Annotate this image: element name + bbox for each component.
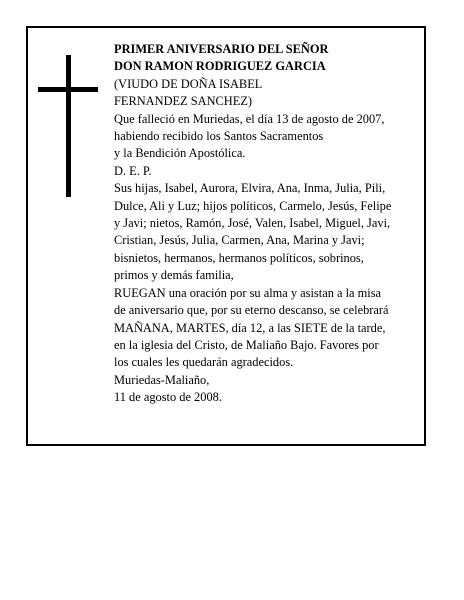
body-line: en la iglesia del Cristo, de Maliaño Bajo. Favores por xyxy=(114,337,379,352)
cross-vertical-bar xyxy=(66,55,71,197)
body-line: y Javi; nietos, Ramón, José, Valen, Isabel, Miguel, Javi, xyxy=(114,216,391,231)
cross-horizontal-bar xyxy=(38,87,98,92)
body-line: habiendo recibido los Santos Sacramentos xyxy=(114,129,324,144)
body-line: de aniversario que, por su eterno descanso, se celebrará xyxy=(114,303,389,318)
heading-line-3: (VIUDO DE DOÑA ISABEL xyxy=(114,76,263,91)
body-line: D. E. P. xyxy=(114,163,152,178)
body-line: RUEGAN una oración por su alma y asistan a la misa xyxy=(114,285,382,300)
obituary-notice xyxy=(26,26,426,446)
body-line: Sus hijas, Isabel, Aurora, Elvira, Ana, Inma, Julia, Pili, xyxy=(114,181,386,196)
heading-line-2: DON RAMON RODRIGUEZ GARCIA xyxy=(114,59,326,74)
body-line: y la Bendición Apostólica. xyxy=(114,146,246,161)
body-line: Cristian, Jesús, Julia, Carmen, Ana, Marina y Javi; xyxy=(114,233,365,248)
cross-icon xyxy=(38,55,98,197)
body-line: Que falleció en Muriedas, el día 13 de agosto de 2007, xyxy=(114,111,385,126)
heading-line-1: PRIMER ANIVERSARIO DEL SEÑOR xyxy=(114,42,329,56)
body-line: Dulce, Ali y Luz; hijos políticos, Carmelo, Jesús, Felipe xyxy=(114,198,392,213)
body-line: 11 de agosto de 2008. xyxy=(114,390,222,405)
body-line: los cuales les quedarán agradecidos. xyxy=(114,355,294,370)
body-line: primos y demás familia, xyxy=(114,268,234,283)
body-line: Muriedas-Maliaño, xyxy=(114,372,210,387)
body-line: bisnietos, hermanos, hermanos políticos, sobrinos, xyxy=(114,250,364,265)
heading-line-4: FERNANDEZ SANCHEZ) xyxy=(114,94,253,109)
body-line: MAÑANA, MARTES, día 12, a las SIETE de la tarde, xyxy=(114,320,386,335)
notice-text xyxy=(114,41,424,407)
